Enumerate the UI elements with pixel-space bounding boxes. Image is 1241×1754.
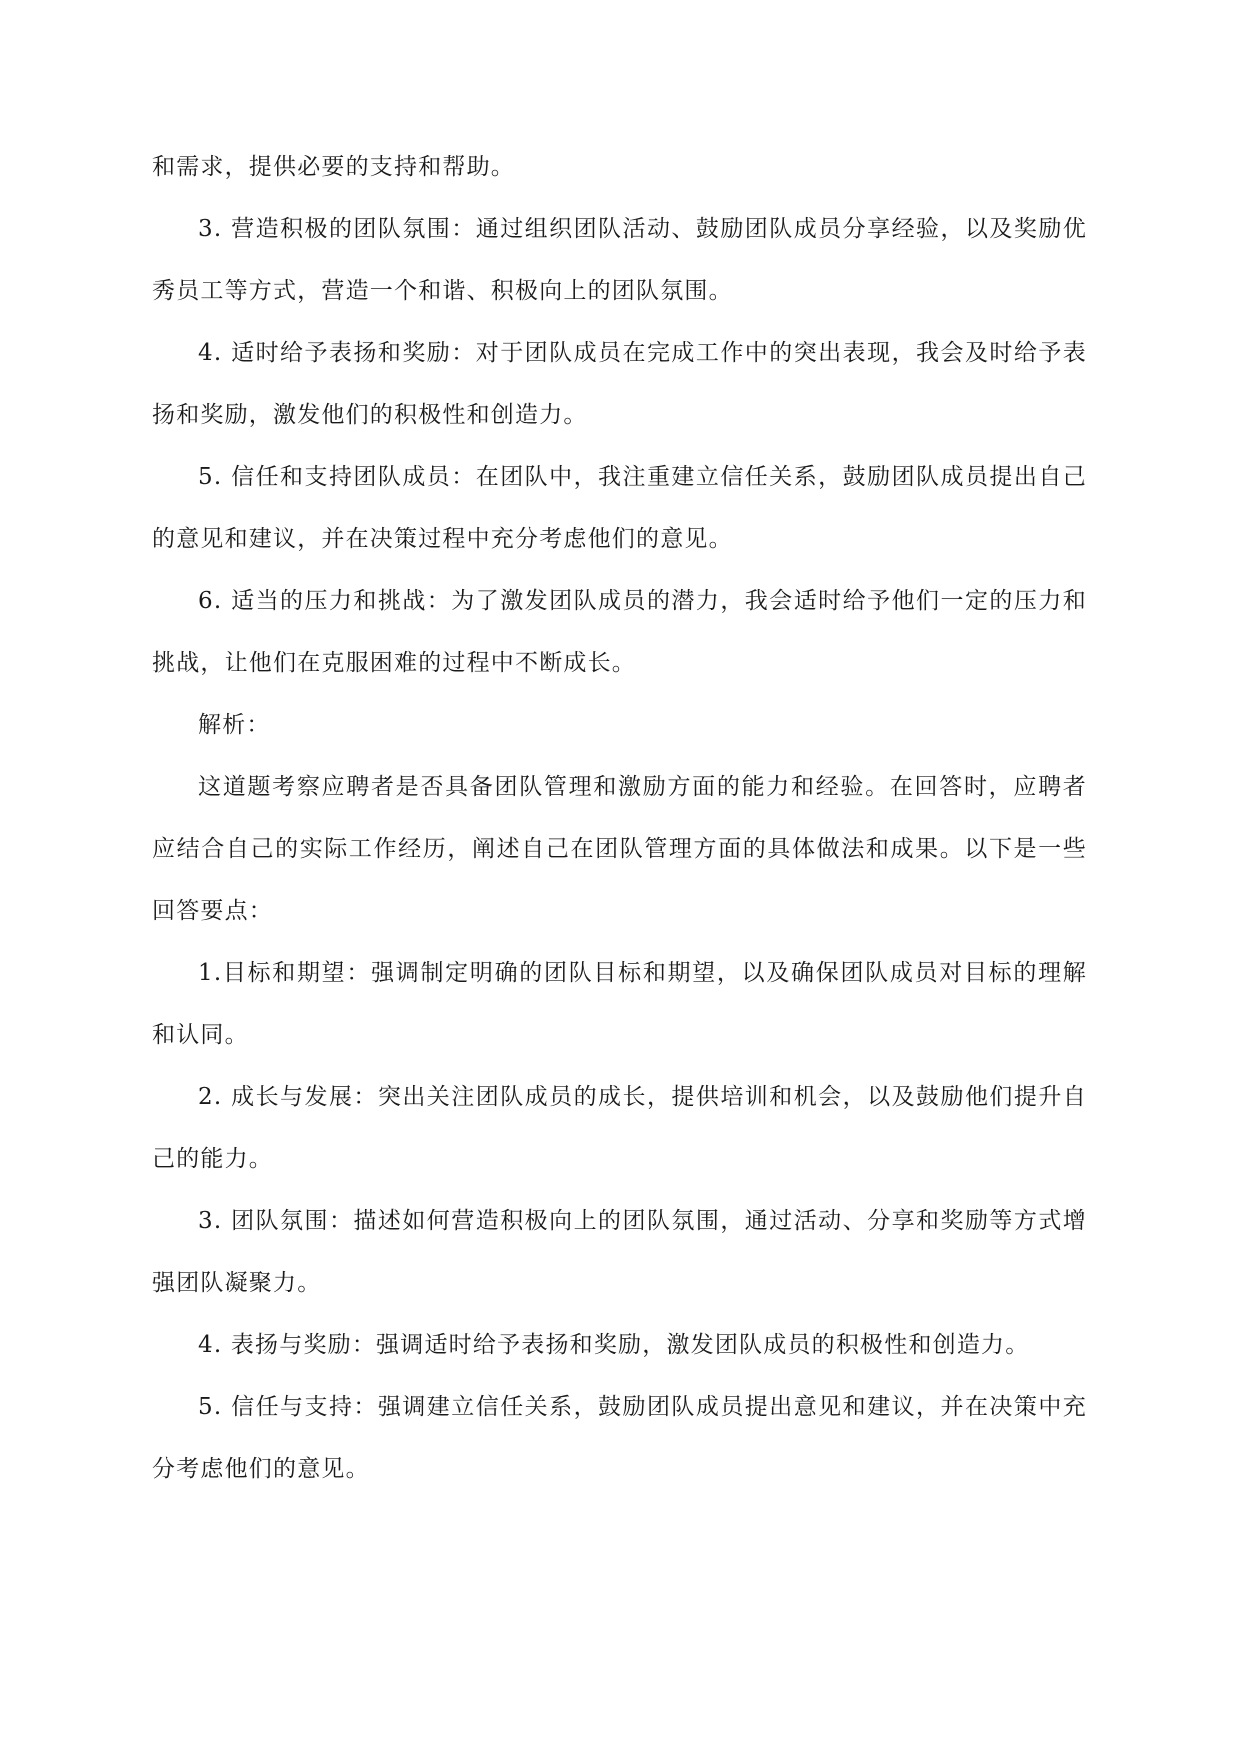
analysis-intro: 这道题考察应聘者是否具备团队管理和激励方面的能力和经验。在回答时，应聘者应结合自己的实际工作经历，阐述自己在团队管理方面的具体做法和成果。以下是一些回答要点： <box>152 774 1087 924</box>
paragraph-point-5: 5. 信任和支持团队成员：在团队中，我注重建立信任关系，鼓励团队成员提出自己的意见和建议，并在决策过程中充分考虑他们的意见。 <box>152 464 1087 552</box>
paragraph-continuation: 和需求，提供必要的支持和帮助。 <box>152 154 515 180</box>
answer-point-5: 5. 信任与支持：强调建立信任关系，鼓励团队成员提出意见和建议，并在决策中充分考虑他们的意见。 <box>152 1394 1087 1482</box>
answer-point-1: 1.目标和期望：强调制定明确的团队目标和期望，以及确保团队成员对目标的理解和认同。 <box>152 960 1087 1048</box>
analysis-heading: 解析： <box>198 712 271 738</box>
paragraph-point-4: 4. 适时给予表扬和奖励：对于团队成员在完成工作中的突出表现，我会及时给予表扬和奖励，激发他们的积极性和创造力。 <box>152 340 1087 428</box>
paragraph-point-3: 3. 营造积极的团队氛围：通过组织团队活动、鼓励团队成员分享经验，以及奖励优秀员工等方式，营造一个和谐、积极向上的团队氛围。 <box>152 216 1087 304</box>
paragraph-point-6: 6. 适当的压力和挑战：为了激发团队成员的潜力，我会适时给予他们一定的压力和挑战，让他们在克服困难的过程中不断成长。 <box>152 588 1087 676</box>
document-body <box>152 136 1087 1500</box>
answer-point-3: 3. 团队氛围：描述如何营造积极向上的团队氛围，通过活动、分享和奖励等方式增强团队凝聚力。 <box>152 1208 1087 1296</box>
answer-point-2: 2. 成长与发展：突出关注团队成员的成长，提供培训和机会，以及鼓励他们提升自己的能力。 <box>152 1084 1087 1172</box>
answer-point-4: 4. 表扬与奖励：强调适时给予表扬和奖励，激发团队成员的积极性和创造力。 <box>198 1332 1030 1358</box>
